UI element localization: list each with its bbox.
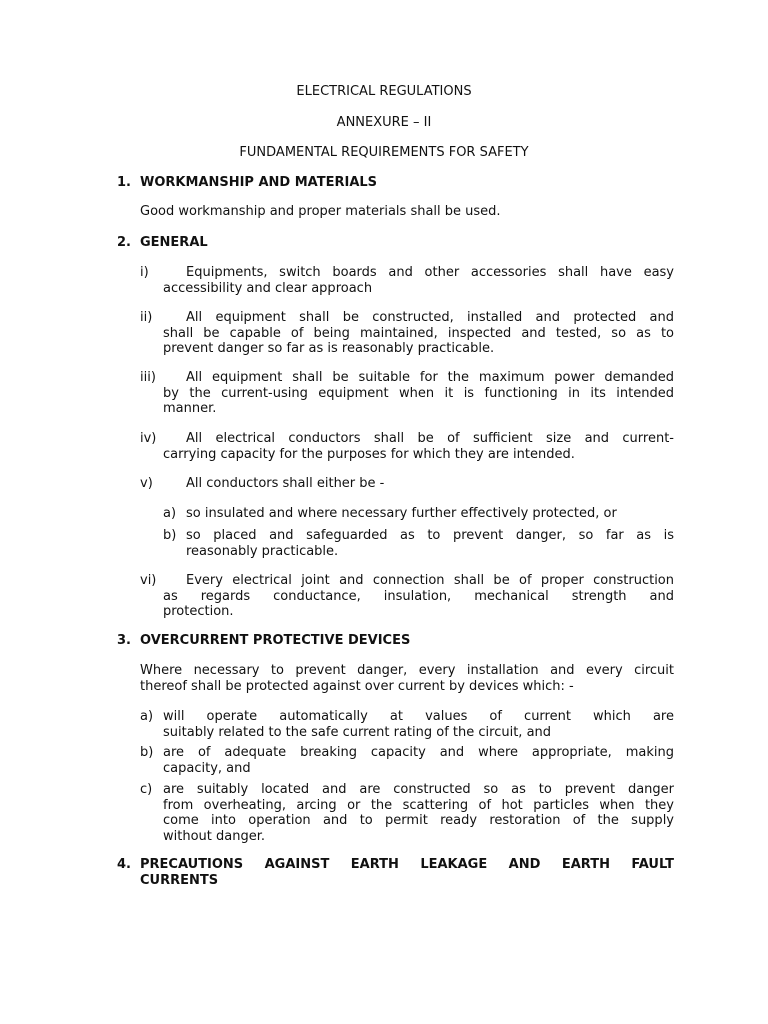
item-label: i) <box>140 265 149 280</box>
section-1-text: Good workmanship and proper materials shall be used. <box>140 204 501 219</box>
subitem-label: b) <box>163 528 177 543</box>
document-title: ELECTRICAL REGULATIONS <box>296 84 472 99</box>
list-item: will operate automatically at values of current which are suitably related to the safe current rating of the circuit, and <box>163 709 674 740</box>
section-4-number: 4. <box>117 857 131 872</box>
subitem-label: a) <box>163 506 177 521</box>
section-2-heading: GENERAL <box>140 235 208 250</box>
item-label: ii) <box>140 310 153 325</box>
list-item: All equipment shall be suitable for the maximum power demanded by the current-using equipment when it is functioning in its intended manner. <box>163 370 674 416</box>
list-item: Equipments, switch boards and other accessories shall have easy accessibility and clear approach <box>163 265 674 296</box>
section-2-number: 2. <box>117 235 131 250</box>
list-item: are suitably located and are constructed so as to prevent danger from overheating, arcing or the scattering of hot particles when they come into operation and to permit ready restoration of the supply without danger. <box>163 782 674 844</box>
item-label: iii) <box>140 370 156 385</box>
section-3-intro: Where necessary to prevent danger, every installation and every circuit thereof shall be protected against over current by devices which: - <box>140 663 674 694</box>
list-item: All electrical conductors shall be of sufficient size and current- carrying capacity for the purposes for which they are intended. <box>163 431 674 462</box>
list-item: are of adequate breaking capacity and where appropriate, making capacity, and <box>163 745 674 776</box>
document-subtitle: FUNDAMENTAL REQUIREMENTS FOR SAFETY <box>239 145 529 160</box>
item-label: vi) <box>140 573 157 588</box>
item-label: iv) <box>140 431 157 446</box>
list-item: All conductors shall either be - <box>186 476 385 491</box>
item-label: b) <box>140 745 154 760</box>
item-label: a) <box>140 709 154 724</box>
list-item: Every electrical joint and connection shall be of proper construction as regards conductance, insulation, mechanical strength and protection. <box>163 573 674 619</box>
annexure-label: ANNEXURE – II <box>336 115 432 130</box>
item-label: v) <box>140 476 153 491</box>
section-4-heading: PRECAUTIONS AGAINST EARTH LEAKAGE AND EARTH FAULT CURRENTS <box>140 857 674 888</box>
section-1-heading: WORKMANSHIP AND MATERIALS <box>140 175 378 190</box>
item-label: c) <box>140 782 153 797</box>
sub-list-item: so placed and safeguarded as to prevent danger, so far as is reasonably practicable. <box>186 528 674 559</box>
sub-list-item: so insulated and where necessary further effectively protected, or <box>186 506 617 521</box>
section-1-number: 1. <box>117 175 131 190</box>
section-3-heading: OVERCURRENT PROTECTIVE DEVICES <box>140 633 411 648</box>
section-3-number: 3. <box>117 633 131 648</box>
list-item: All equipment shall be constructed, installed and protected and shall be capable of being maintained, inspected and tested, so as to prevent danger so far as is reasonably practicable. <box>163 310 674 356</box>
